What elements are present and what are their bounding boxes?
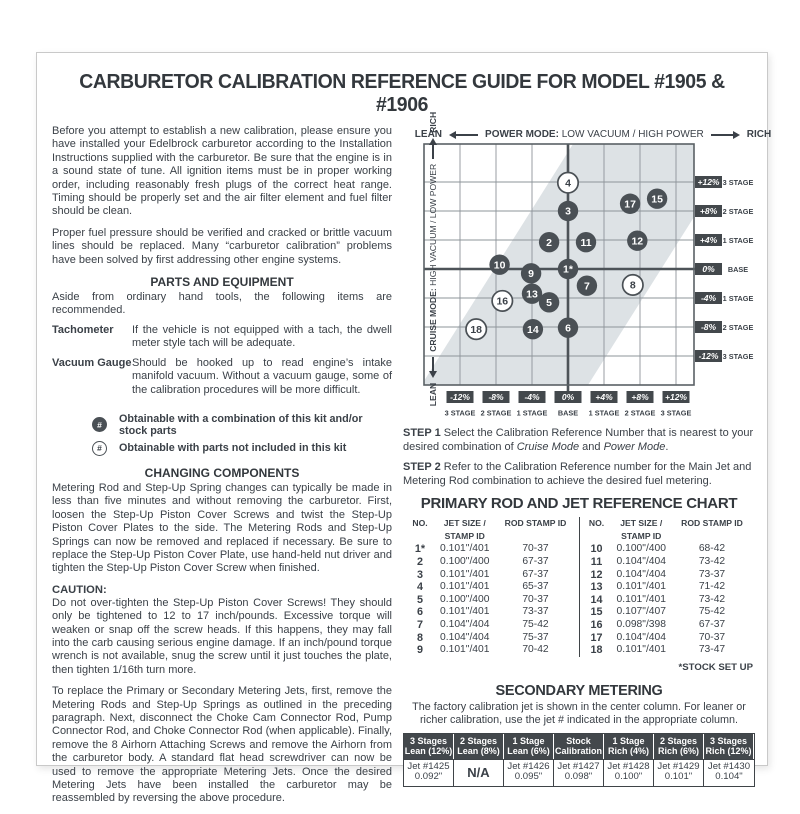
filled-circle-icon: # xyxy=(92,417,107,432)
svg-text:1 STAGE: 1 STAGE xyxy=(516,408,548,418)
cruise-axis-rich-label: RICH xyxy=(428,111,438,133)
page-title: CARBURETOR CALIBRATION REFERENCE GUIDE FOR MODEL #1905 & #1906 xyxy=(79,71,725,116)
primary-cell: 73-42 xyxy=(698,593,726,605)
primary-cell: 3 xyxy=(416,568,423,581)
svg-text:2 STAGE: 2 STAGE xyxy=(722,322,754,332)
left-column xyxy=(52,125,392,814)
calibration-grid xyxy=(423,143,755,427)
primary-rod-jet-table xyxy=(403,517,755,656)
primary-cell: 0.101"/401 xyxy=(440,543,490,555)
calibration-point xyxy=(558,259,578,279)
primary-cell: 0.104"/404 xyxy=(616,631,666,643)
tachometer-desc: If the vehicle is not equipped with a tach, the dwell meter style tach will be adequate. xyxy=(132,323,392,350)
intro-paragraph-2: Proper fuel pressure should be verified and cracked or brittle vacuum lines should be replaced. Many “carburetor calibration” problems have been solved by first addressing other engine systems. xyxy=(52,226,392,266)
primary-cell: 0.104"/404 xyxy=(616,555,666,567)
svg-text:5: 5 xyxy=(546,297,553,310)
step-1: STEP 1 Select the Calibration Reference Number that is nearest to your desired combination of Cruise Mode and Power Mode. xyxy=(403,427,754,453)
svg-text:14: 14 xyxy=(527,323,539,336)
primary-cell: 65-37 xyxy=(522,581,549,593)
svg-text:+4%: +4% xyxy=(595,392,613,403)
primary-cell: 6 xyxy=(416,606,423,619)
arrow-right-icon xyxy=(711,131,740,139)
secondary-col-value: Jet #1430 0.104" xyxy=(704,759,754,786)
svg-text:+8%: +8% xyxy=(631,392,649,403)
primary-cell: 5 xyxy=(416,593,423,606)
power-axis-rich-label: RICH xyxy=(746,129,772,140)
primary-cell: 4 xyxy=(416,581,423,594)
secondary-col-header: 3 Stages Lean (12%) xyxy=(404,734,454,759)
calibration-point xyxy=(558,173,578,193)
calibration-point xyxy=(576,232,596,252)
intro-paragraph-1: Before you attempt to establish a new calibration, please ensure you have installed your Edelbrock carburetor according to the Installation Instructions supplied with the carburetor. Be sure that the engine is in a sound state of tune. All ignition items must be in proper working order, including reasonably fresh plugs of the correct heat range. Timing should be properly set and the air filter element and fuel filter should be clean. xyxy=(52,125,392,218)
caution-paragraph: Do not over-tighten the Step-Up Piston Cover Screws! They should only be tightened to 12 to 17 inch/pounds. Excessive torque will weaken or snap off the screw heads. If this happens, they may fall into the carb causing serious engine damage. If an inch/pound torque wrench is not available, snug the screw until it just touches the plate, then tighten 1/16th turn more. xyxy=(52,596,392,676)
primary-cell: 1* xyxy=(414,543,426,556)
primary-cell: 10 xyxy=(590,543,603,556)
primary-cell: 73-37 xyxy=(698,568,726,580)
svg-text:+4%: +4% xyxy=(699,235,718,246)
calibration-point xyxy=(521,263,541,283)
svg-text:0%: 0% xyxy=(561,392,575,403)
primary-cell: 0.101"/401 xyxy=(440,568,490,580)
svg-text:3 STAGE: 3 STAGE xyxy=(444,408,476,418)
arrow-left-icon xyxy=(429,357,437,378)
svg-text:16: 16 xyxy=(496,295,509,308)
primary-cell: 14 xyxy=(590,593,603,606)
stock-setup-footnote: *STOCK SET UP xyxy=(678,661,753,673)
calibration-point xyxy=(523,319,543,339)
primary-cell: 0.104"/404 xyxy=(440,631,490,643)
secondary-col-value: N/A xyxy=(454,759,504,786)
parts-intro: Aside from ordinary hand tools, the following items are recommended. xyxy=(52,291,392,317)
replace-jets-paragraph: To replace the Primary or Secondary Metering Jets, first, remove the Metering Rods and Step-Up Springs as outlined in the preceding paragraph. Next, disconnect the Choke Cam Connector Rod, Pump Connector Rod, and Choke Connector Rod (when applicable). Finally, remove the 8 Airhorn Attaching Screws and remove the Airhorn from the carburetor body. A standard flat head screwdriver can now be used to remove the appropriate Metering Jets. Once the desired Metering Jets have been installed the carburetor may be reassembled by reversing the above procedure. xyxy=(52,685,392,805)
primary-cell: 73-37 xyxy=(522,606,549,618)
primary-cell: 75-37 xyxy=(522,631,549,643)
primary-cell: 67-37 xyxy=(522,568,549,580)
secondary-metering-table xyxy=(403,733,755,787)
primary-cell: 0.107"/407 xyxy=(616,606,666,618)
primary-cell: 16 xyxy=(590,618,603,631)
primary-cell: 73-42 xyxy=(698,555,726,567)
primary-cell: 0.100"/400 xyxy=(616,543,666,555)
svg-text:+12%: +12% xyxy=(665,392,687,403)
primary-cell: 70-37 xyxy=(698,631,726,643)
svg-text:3 STAGE: 3 STAGE xyxy=(722,177,754,187)
svg-text:3: 3 xyxy=(565,205,571,218)
secondary-intro: The factory calibration jet is shown in the center column. For leaner or richer calibration, use the jet # indicated in the appropriate column. xyxy=(412,700,746,726)
svg-text:+12%: +12% xyxy=(697,177,720,188)
document-sheet xyxy=(36,52,772,805)
primary-cell: 0.104"/404 xyxy=(616,568,666,580)
primary-cell: 11 xyxy=(590,555,603,568)
svg-text:2 STAGE: 2 STAGE xyxy=(722,206,754,216)
primary-col-header: NO. xyxy=(588,518,605,529)
columns xyxy=(37,111,772,814)
cruise-axis-lean-label: LEAN xyxy=(428,382,438,407)
primary-cell: 7 xyxy=(416,618,423,631)
primary-col-header: JET SIZE / STAMP ID xyxy=(443,518,486,542)
svg-text:15: 15 xyxy=(651,193,663,206)
svg-text:-4%: -4% xyxy=(524,392,540,403)
vacuum-gauge-term: Vacuum Gauge xyxy=(52,356,132,369)
svg-text:-12%: -12% xyxy=(698,351,719,362)
secondary-col-header: 1 Stage Lean (6%) xyxy=(504,734,554,759)
svg-text:4: 4 xyxy=(565,177,571,190)
calibration-point xyxy=(558,318,578,338)
vacuum-gauge-item xyxy=(52,357,392,397)
svg-text:1*: 1* xyxy=(563,263,573,276)
secondary-col-header: 2 Stages Lean (8%) xyxy=(454,734,504,759)
right-column xyxy=(403,111,772,814)
primary-col-header: NO. xyxy=(412,518,428,529)
primary-cell: 67-37 xyxy=(522,555,549,567)
legend-open-row xyxy=(92,441,392,456)
vacuum-gauge-desc: Should be hooked up to read engine’s intake manifold vacuum. Without a vacuum gauge, some of the calibration procedures will be more difficult. xyxy=(132,356,392,396)
secondary-col-value: Jet #1427 0.098" xyxy=(554,759,604,786)
secondary-col-value: Jet #1429 0.101" xyxy=(654,759,704,786)
primary-cell: 68-42 xyxy=(698,543,726,555)
open-circle-icon: # xyxy=(92,441,107,456)
svg-text:13: 13 xyxy=(526,288,538,301)
primary-cell: 70-37 xyxy=(522,593,549,605)
secondary-metering-heading: SECONDARY METERING xyxy=(495,682,663,699)
primary-cell: 67-37 xyxy=(698,618,726,630)
svg-text:6: 6 xyxy=(565,322,571,335)
primary-table-left xyxy=(403,517,579,656)
arrow-left-icon xyxy=(449,131,478,139)
secondary-col-header: 2 Stages Rich (6%) xyxy=(654,734,704,759)
calibration-point xyxy=(577,275,597,295)
primary-cell: 0.101"/401 xyxy=(440,644,490,656)
primary-cell: 70-42 xyxy=(522,644,549,656)
svg-text:-8%: -8% xyxy=(488,392,504,403)
primary-cell: 0.101"/401 xyxy=(440,581,490,593)
tachometer-item xyxy=(52,324,392,351)
calibration-point xyxy=(492,291,512,311)
secondary-col-header: 3 Stages Rich (12%) xyxy=(704,734,754,759)
svg-text:BASE: BASE xyxy=(557,408,579,418)
calibration-point xyxy=(539,292,559,312)
tachometer-term: Tachometer xyxy=(52,323,114,336)
primary-cell: 0.101"/401 xyxy=(440,606,490,618)
primary-cell: 15 xyxy=(590,606,603,619)
calibration-point xyxy=(623,275,643,295)
changing-paragraph: Metering Rod and Step-Up Spring changes can typically be made in less than five minutes and without removing the carburetor. First, loosen the Step-Up Piston Cover Screws and twist the Step-Up Piston Cover Plates to the side. The Metering Rods and Step-Up Springs can now be removed and replaced if necessary. Be sure to replace the Step-Up Piston Cover Plate, use hand-held nut driver and tighten the Step-Up Piston Cover Screw when finished. xyxy=(52,481,392,575)
secondary-col-value: Jet #1425 0.092" xyxy=(404,759,454,786)
svg-text:3 STAGE: 3 STAGE xyxy=(660,408,692,418)
primary-cell: 71-42 xyxy=(698,581,726,593)
calibration-point xyxy=(489,254,509,274)
svg-text:2 STAGE: 2 STAGE xyxy=(624,408,656,418)
svg-text:9: 9 xyxy=(528,268,535,281)
primary-cell: 13 xyxy=(590,581,603,594)
svg-text:-8%: -8% xyxy=(700,322,717,333)
primary-chart-heading: PRIMARY ROD AND JET REFERENCE CHART xyxy=(420,495,738,513)
caution-label: CAUTION: xyxy=(52,583,107,596)
symbol-legend xyxy=(92,413,392,456)
secondary-col-value: Jet #1426 0.095" xyxy=(504,759,554,786)
svg-text:18: 18 xyxy=(470,323,483,336)
svg-text:8: 8 xyxy=(629,279,636,292)
svg-text:12: 12 xyxy=(631,235,644,248)
calibration-point xyxy=(539,232,559,252)
svg-text:2 STAGE: 2 STAGE xyxy=(480,408,512,418)
calibration-point xyxy=(647,188,667,208)
svg-text:-4%: -4% xyxy=(700,293,717,304)
power-mode-axis xyxy=(414,129,772,140)
primary-cell: 18 xyxy=(590,644,603,657)
primary-cell: 0.101"/401 xyxy=(616,593,666,605)
secondary-col-value: Jet #1428 0.100" xyxy=(604,759,654,786)
svg-text:1 STAGE: 1 STAGE xyxy=(588,408,620,418)
calibration-point xyxy=(558,201,578,221)
secondary-col-header: Stock Calibration xyxy=(554,734,604,759)
svg-text:0%: 0% xyxy=(702,264,715,275)
primary-col-header: JET SIZE / STAMP ID xyxy=(620,518,663,542)
calibration-point xyxy=(620,194,640,214)
primary-cell: 12 xyxy=(590,568,603,581)
legend-open-text: Obtainable with parts not included in this kit xyxy=(119,442,347,455)
svg-text:BASE: BASE xyxy=(727,264,749,274)
primary-cell: 75-42 xyxy=(698,606,726,618)
svg-text:1 STAGE: 1 STAGE xyxy=(722,293,754,303)
primary-cell: 0.100"/400 xyxy=(440,555,490,567)
svg-text:3 STAGE: 3 STAGE xyxy=(722,351,754,361)
svg-text:+8%: +8% xyxy=(699,206,718,217)
primary-cell: 9 xyxy=(416,644,423,657)
primary-cell: 0.098"/398 xyxy=(616,618,666,630)
arrow-right-icon xyxy=(429,138,437,159)
calibration-point xyxy=(466,319,486,339)
svg-text:17: 17 xyxy=(624,198,636,211)
calibration-point xyxy=(627,231,647,251)
cruise-axis-title: CRUISE MODE: HIGH VACUUM / LOW POWER xyxy=(428,163,438,352)
primary-cell: 8 xyxy=(416,631,423,644)
step-2: STEP 2 Refer to the Calibration Reference number for the Main Jet and Metering Rod combination to achieve the desired fuel metering. xyxy=(403,461,752,487)
primary-col-header: ROD STAMP ID xyxy=(504,518,567,529)
primary-cell: 0.101"/401 xyxy=(616,581,666,593)
secondary-col-header: 1 Stage Rich (4%) xyxy=(604,734,654,759)
changing-components-heading: CHANGING COMPONENTS xyxy=(144,465,300,480)
power-axis-title: POWER MODE: LOW VACUUM / HIGH POWER xyxy=(485,129,704,140)
svg-text:10: 10 xyxy=(493,259,506,272)
cruise-mode-axis xyxy=(428,111,438,407)
primary-cell: 73-47 xyxy=(698,644,726,656)
svg-text:2: 2 xyxy=(546,236,553,249)
svg-text:11: 11 xyxy=(580,236,592,249)
primary-cell: 0.100"/400 xyxy=(440,593,490,605)
primary-cell: 0.101"/401 xyxy=(616,644,666,656)
primary-cell: 17 xyxy=(590,631,603,644)
parts-equipment-heading: PARTS AND EQUIPMENT xyxy=(150,275,294,290)
primary-cell: 70-37 xyxy=(522,543,549,555)
legend-filled-text: Obtainable with a combination of this kit and/or stock parts xyxy=(119,412,363,437)
legend-filled-row xyxy=(92,413,392,437)
primary-col-header: ROD STAMP ID xyxy=(681,518,743,529)
svg-text:-12%: -12% xyxy=(450,392,470,403)
power-axis-lean-label: LEAN xyxy=(414,129,443,140)
svg-text:1 STAGE: 1 STAGE xyxy=(722,235,754,245)
primary-cell: 2 xyxy=(416,555,423,568)
primary-table-right xyxy=(579,517,756,656)
primary-cell: 0.104"/404 xyxy=(440,618,490,630)
svg-text:7: 7 xyxy=(583,280,590,293)
primary-cell: 75-42 xyxy=(522,618,549,630)
